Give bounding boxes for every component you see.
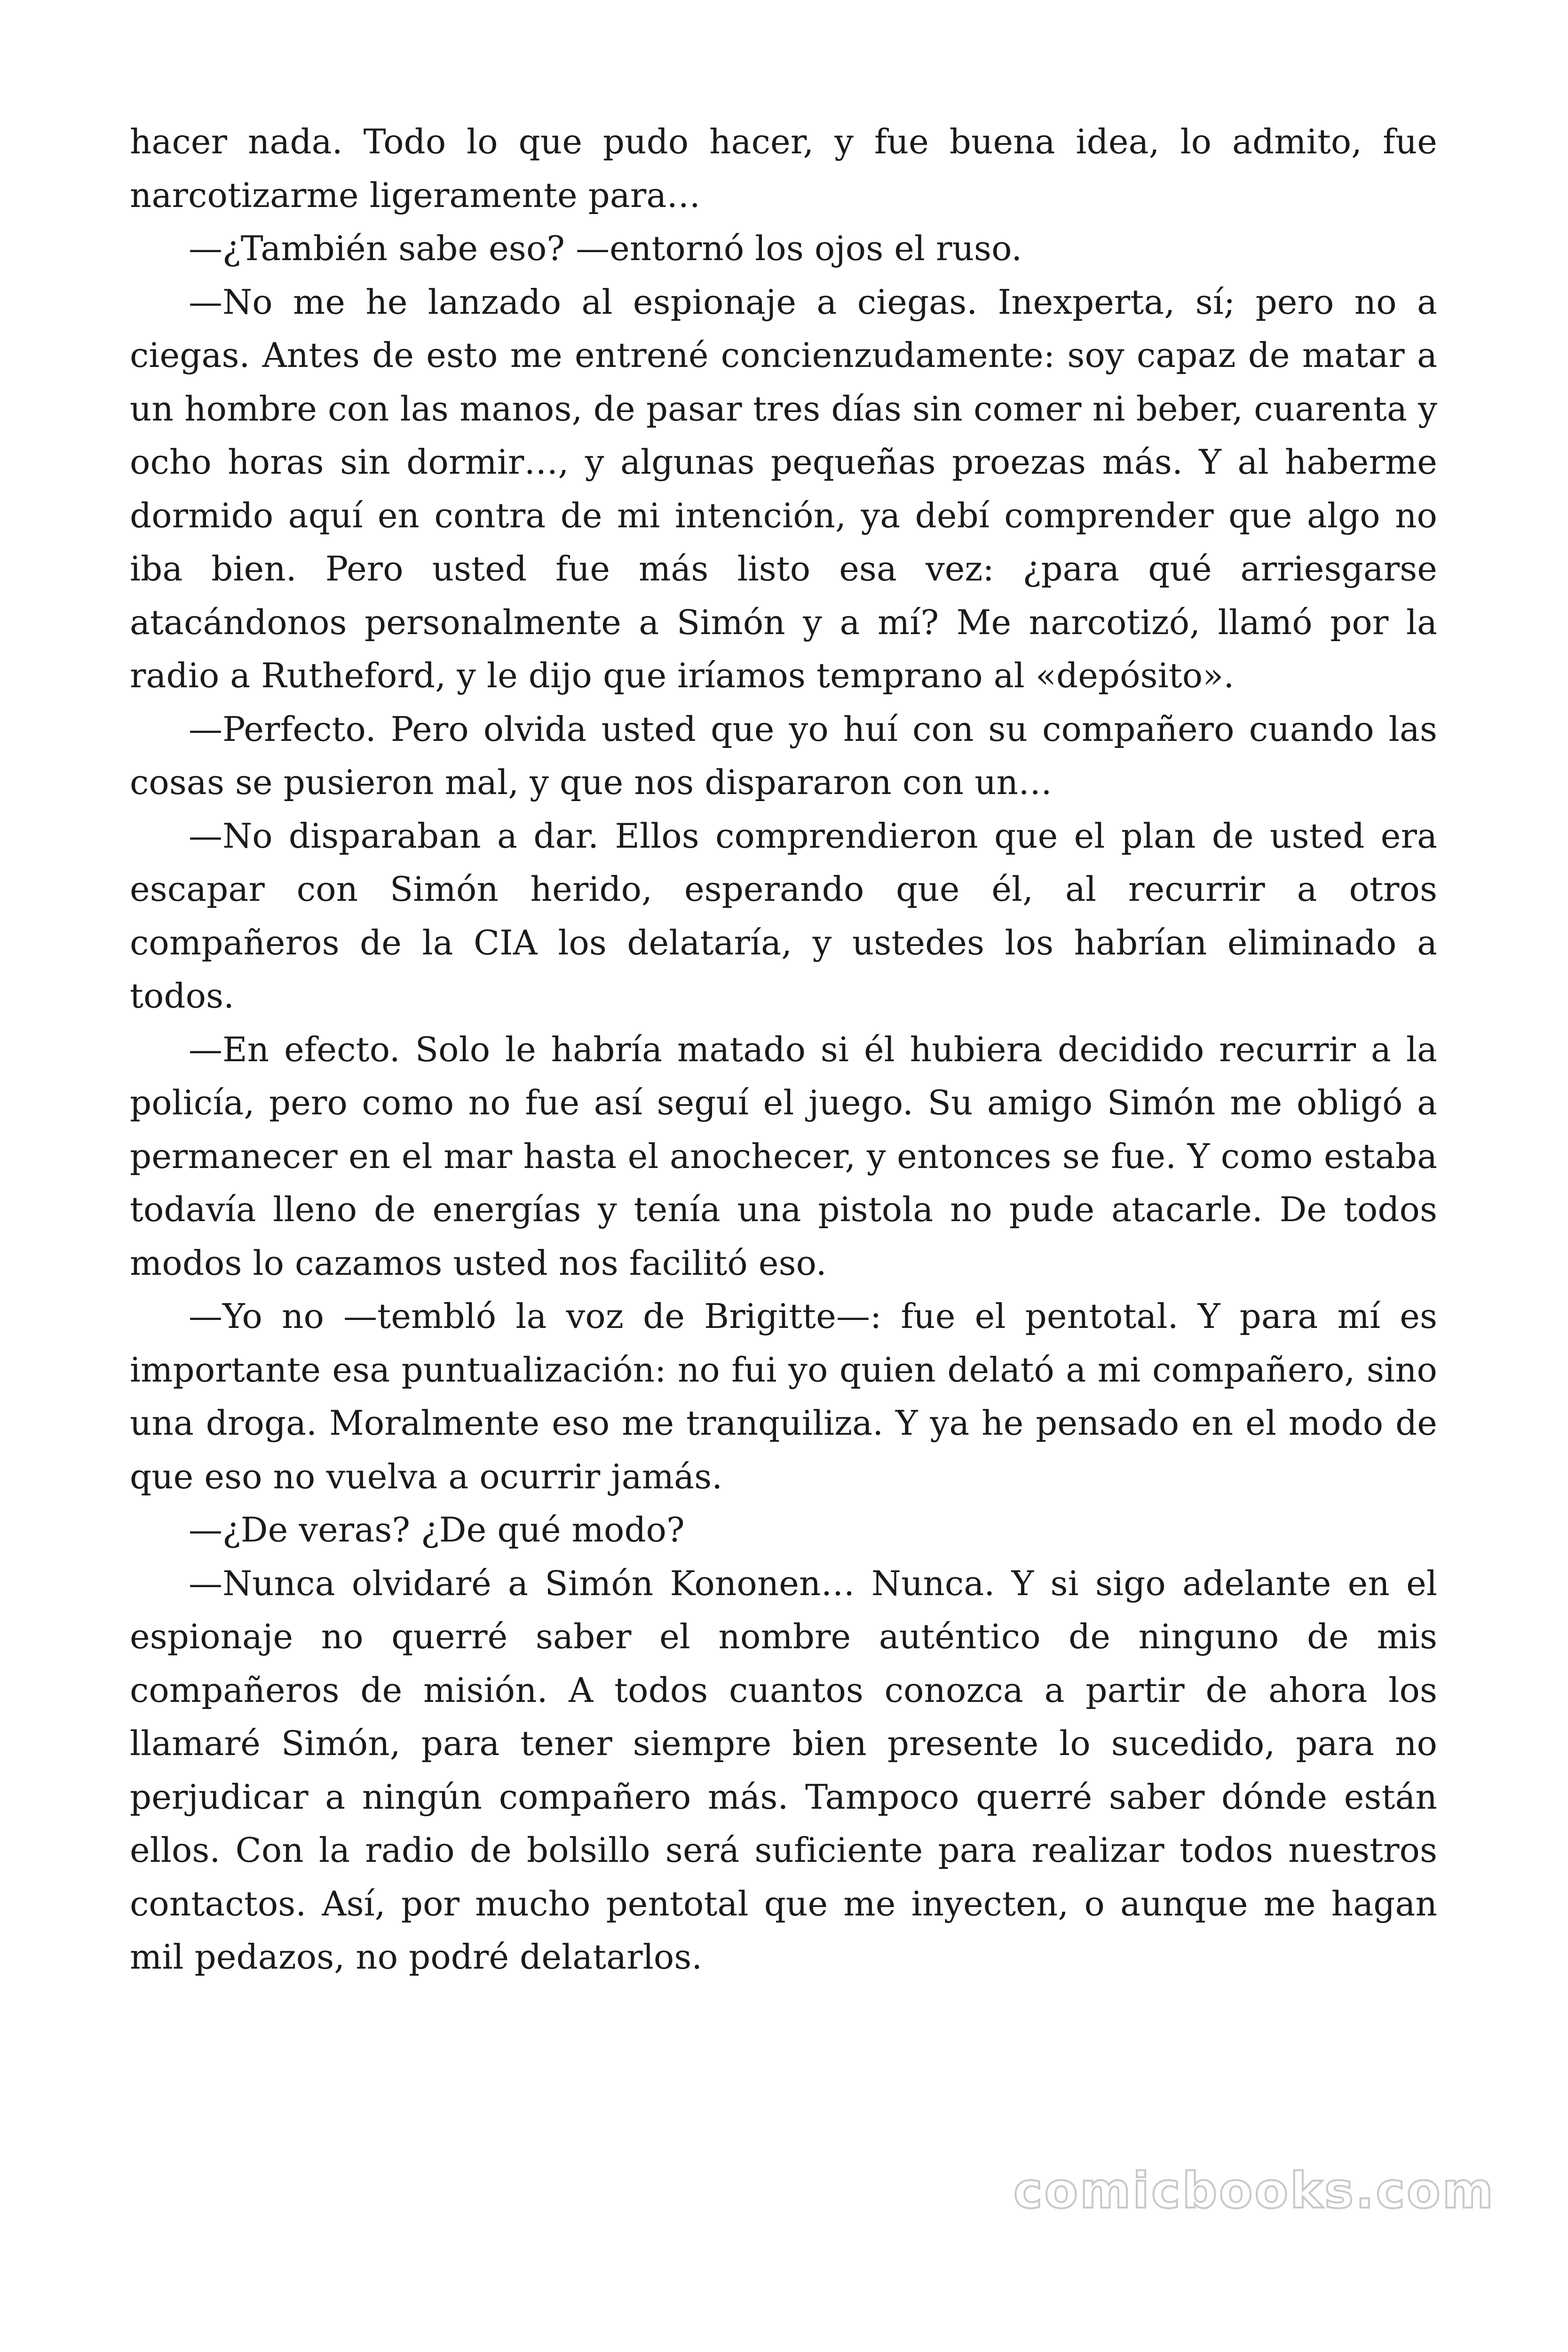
- book-page: [130, 0, 1437, 1984]
- paragraph-8: —¿De veras? ¿De qué modo?: [189, 1510, 685, 1549]
- paragraph-3: —No me he lanzado al espionaje a ciegas. Inexperta, sí; pero no a ciegas. Antes de esto me entrené concienzudamente: soy capaz de matar a un hombre con las manos, de pasar tres días sin comer ni beber, cuarenta y ocho horas sin dormir…, y algunas pequeñas proezas más. Y al haberme dormido aquí en contra de mi intención, ya debí comprender que algo no iba bien. Pero usted fue más listo esa vez: ¿para qué arriesgarse atacándonos personalmente a Simón y a mí? Me narcotizó, llamó por la radio a Rutheford, y le dijo que iríamos temprano al «depósito».: [130, 282, 1437, 695]
- paragraph-2: —¿También sabe eso? —entornó los ojos el ruso.: [189, 229, 1022, 268]
- paragraph-4: —Perfecto. Pero olvida usted que yo huí con su compañero cuando las cosas se pusieron mal, y que nos dispararon con un…: [130, 709, 1437, 802]
- paragraph-1: hacer nada. Todo lo que pudo hacer, y fue buena idea, lo admito, fue narcotizarme ligeramente para…: [130, 122, 1437, 215]
- paragraph-6: —En efecto. Solo le habría matado si él hubiera decidido recurrir a la policía, pero como no fue así seguí el juego. Su amigo Simón me obligó a permanecer en el mar hasta el anochecer, y entonces se fue. Y como estaba todavía lleno de energías y tenía una pistola no pude atacarle. De todos modos lo cazamos usted nos facilitó eso.: [130, 1029, 1437, 1283]
- paragraph-5: —No disparaban a dar. Ellos comprendieron que el plan de usted era escapar con Simón herido, esperando que él, al recurrir a otros compañeros de la CIA los delataría, y ustedes los habrían eliminado a todos.: [130, 816, 1437, 1016]
- paragraph-7: —Yo no —tembló la voz de Brigitte—: fue el pentotal. Y para mí es importante esa puntualización: no fui yo quien delató a mi compañero, sino una droga. Moralmente eso me tranquiliza. Y ya he pensado en el modo de que eso no vuelva a ocurrir jamás.: [130, 1296, 1437, 1496]
- watermark: comicbooks.com: [1013, 2162, 1495, 2219]
- paragraph-9: —Nunca olvidaré a Simón Kononen… Nunca. Y si sigo adelante en el espionaje no querré saber el nombre auténtico de ninguno de mis compañeros de misión. A todos cuantos conozca a partir de ahora los llamaré Simón, para tener siempre bien presente lo sucedido, para no perjudicar a ningún compañero más. Tampoco querré saber dónde están ellos. Con la radio de bolsillo será suficiente para realizar todos nuestros contactos. Así, por mucho pentotal que me inyecten, o aunque me hagan mil pedazos, no podré delatarlos.: [130, 1563, 1437, 1977]
